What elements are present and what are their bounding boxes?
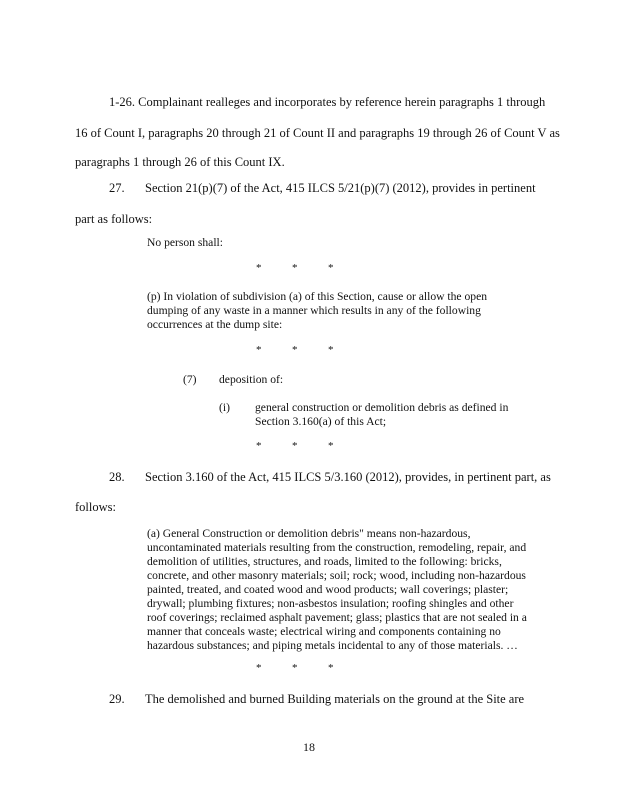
ellipsis-stars-1: [256, 262, 364, 274]
quote-28-line-3: demolition of utilities, structures, and roads, limited to the following: bricks,: [147, 555, 502, 568]
para-28-number: 28.: [109, 470, 125, 484]
para-29-number: 29.: [109, 692, 125, 706]
quote-27-intro: No person shall:: [147, 236, 223, 249]
star: *: [256, 440, 262, 452]
ellipsis-stars-3: [256, 440, 364, 452]
ellipsis-stars-2: [256, 344, 364, 356]
para-28-line-1: Section 3.160 of the Act, 415 ILCS 5/3.160 (2012), provides, in pertinent part, as: [145, 470, 551, 484]
quote-27-item-7-text: deposition of:: [219, 373, 284, 386]
star: *: [328, 440, 334, 452]
ellipsis-stars-4: [256, 662, 364, 674]
quote-28-line-6: drywall; plumbing fixtures; non-asbestos insulation; roofing shingles and other: [147, 597, 514, 610]
quote-28-line-2: uncontaminated materials resulting from the construction, remodeling, repair, and: [147, 541, 527, 554]
star: *: [328, 344, 334, 356]
para-26-line-2: 16 of Count I, paragraphs 20 through 21 of Count II and paragraphs 19 through 26 of Count V as: [75, 126, 560, 140]
star: *: [328, 262, 334, 274]
para-27-line-2: part as follows:: [75, 212, 153, 226]
quote-27-item-7-number: (7): [183, 373, 197, 386]
quote-28-line-8: manner that conceals waste; electrical wiring and components containing no: [147, 625, 501, 638]
star: *: [256, 262, 262, 274]
quote-27-item-i-line-1: general construction or demolition debris as defined in: [255, 401, 509, 414]
star: *: [292, 440, 298, 452]
star: *: [292, 262, 298, 274]
star: *: [256, 344, 262, 356]
para-26-line-1: 1-26. Complainant realleges and incorporates by reference herein paragraphs 1 through: [109, 95, 546, 109]
quote-27-item-i-line-2: Section 3.160(a) of this Act;: [255, 415, 387, 428]
star: *: [328, 662, 334, 674]
star: *: [292, 344, 298, 356]
quote-28-line-7: roof coverings; reclaimed asphalt pavement; glass; plastics that are not sealed in a: [147, 611, 527, 624]
quote-28-line-9: hazardous substances; and piping metals incidental to any of those materials. …: [147, 639, 518, 652]
quote-27-item-i-number: (i): [219, 401, 230, 414]
quote-28-line-4: concrete, and other masonry materials; soil; rock; wood, including non-hazardous: [147, 569, 526, 582]
para-27-number: 27.: [109, 181, 125, 195]
para-26-line-3: paragraphs 1 through 26 of this Count IX.: [75, 155, 285, 169]
page-number: 18: [303, 740, 315, 754]
quote-27-p-line-1: (p) In violation of subdivision (a) of this Section, cause or allow the open: [147, 290, 488, 303]
quote-28-line-1: (a) General Construction or demolition debris" means non-hazardous,: [147, 527, 471, 540]
star: *: [256, 662, 262, 674]
para-28-line-2: follows:: [75, 500, 116, 514]
quote-28-line-5: painted, treated, and coated wood and wood products; wall coverings; plaster;: [147, 583, 509, 596]
star: *: [292, 662, 298, 674]
quote-27-p-line-3: occurrences at the dump site:: [147, 318, 283, 331]
quote-27-p-line-2: dumping of any waste in a manner which results in any of the following: [147, 304, 481, 317]
para-27-line-1: Section 21(p)(7) of the Act, 415 ILCS 5/21(p)(7) (2012), provides in pertinent: [145, 181, 536, 195]
para-29-line-1: The demolished and burned Building materials on the ground at the Site are: [145, 692, 525, 706]
